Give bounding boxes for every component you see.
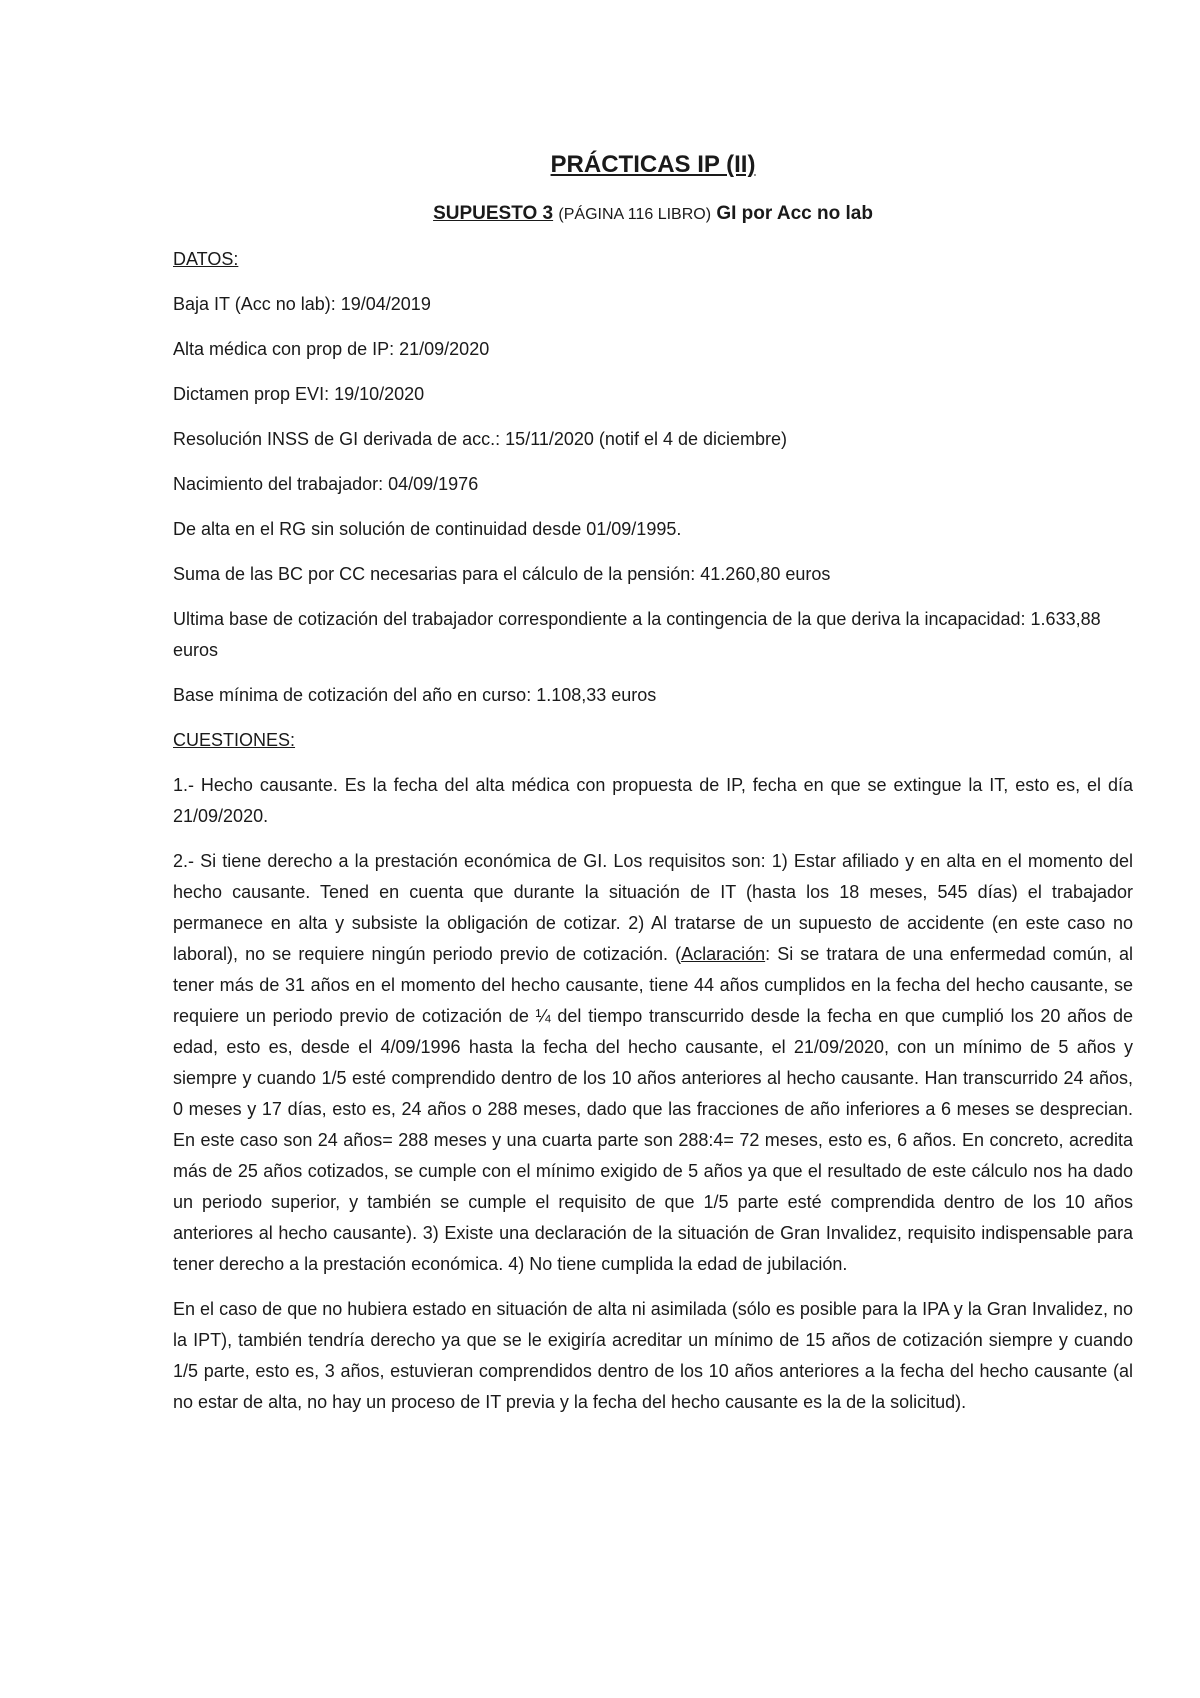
dato-resolucion: Resolución INSS de GI derivada de acc.: 15/11/2020 (notif el 4 de diciembre) bbox=[173, 429, 788, 449]
dato-baja-it: Baja IT (Acc no lab): 19/04/2019 bbox=[173, 294, 431, 314]
cuestiones-heading: CUESTIONES: bbox=[173, 730, 296, 750]
dato-ultima-base: Ultima base de cotización del trabajador correspondiente a la contingencia de la que deriva la incapacidad: 1.633,88 euros bbox=[173, 609, 1101, 660]
case-page-ref: (PÁGINA 116 LIBRO) bbox=[558, 206, 712, 223]
dato-alta-medica: Alta médica con prop de IP: 21/09/2020 bbox=[173, 339, 490, 359]
dato-dictamen: Dictamen prop EVI: 19/10/2020 bbox=[173, 384, 425, 404]
document-content bbox=[173, 148, 1133, 1432]
dato-nacimiento: Nacimiento del trabajador: 04/09/1976 bbox=[173, 474, 479, 494]
dato-base-minima: Base mínima de cotización del año en curso: 1.108,33 euros bbox=[173, 685, 657, 705]
document-title: PRÁCTICAS IP (II) bbox=[550, 151, 756, 178]
dato-alta-rg: De alta en el RG sin solución de continuidad desde 01/09/1995. bbox=[173, 519, 682, 539]
aclaracion-label: Aclaración bbox=[681, 944, 766, 964]
question-2-part1: 2.- Si tiene derecho a la prestación económica de GI. Los requisitos son: 1) Estar afiliado y en alta en el momento del hecho causante. Tened en cuenta que durante la situación de IT (hasta los 18 meses, 545 días) el trabajador permanece en alta y subsiste la obligación de cotizar. 2) Al tratarse de un supuesto de accidente (en este caso no laboral), no se requiere ningún periodo previo de cotización. ( bbox=[173, 851, 1133, 964]
question-2-part2: : Si se tratara de una enfermedad común, al tener más de 31 años en el momento del hecho causante, tiene 44 años cumplidos en la fecha del hecho causante, se requiere un periodo previo de cotización de ¼ del tiempo transcurrido desde la fecha en que cumplió los 20 años de edad, esto es, desde el 4/09/1996 hasta la fecha del hecho causante, el 21/09/2020, con un mínimo de 5 años y siempre y cuando 1/5 esté comprendido dentro de los 10 años anteriores al hecho causante. Han transcurrido 24 años, 0 meses y 17 días, esto es, 24 años o 288 meses, dado que las fracciones de año inferiores a 6 meses se desprecian. En este caso son 24 años= 288 meses y una cuarta parte son 288:4= 72 meses, esto es, 6 años. En concreto, acredita más de 25 años cotizados, se cumple con el mínimo exigido de 5 años ya que el resultado de este cálculo nos ha dado un periodo superior, y también se cumple el requisito de que 1/5 parte esté comprendida dentro de los 10 años anteriores al hecho causante). 3) Existe una declaración de la situación de Gran Invalidez, requisito indispensable para tener derecho a la prestación económica. 4) No tiene cumplida la edad de jubilación. bbox=[173, 944, 1134, 1274]
question-2 bbox=[173, 846, 1133, 1280]
datos-heading: DATOS: bbox=[173, 249, 239, 269]
case-topic: GI por Acc no lab bbox=[716, 203, 873, 224]
case-label: SUPUESTO 3 bbox=[433, 203, 554, 224]
dato-suma-bc: Suma de las BC por CC necesarias para el cálculo de la pensión: 41.260,80 euros bbox=[173, 564, 831, 584]
question-2-extra: En el caso de que no hubiera estado en situación de alta ni asimilada (sólo es posible para la IPA y la Gran Invalidez, no la IPT), también tendría derecho ya que se le exigiría acreditar un mínimo de 15 años de cotización siempre y cuando 1/5 parte, esto es, 3 años, estuvieran comprendidos dentro de los 10 años anteriores a la fecha del hecho causante (al no estar de alta, no hay un proceso de IT previa y la fecha del hecho causante es la de la solicitud). bbox=[173, 1299, 1133, 1412]
case-subtitle bbox=[173, 198, 1133, 230]
question-1: 1.- Hecho causante. Es la fecha del alta médica con propuesta de IP, fecha en que se extingue la IT, esto es, el día 21/09/2020. bbox=[173, 775, 1133, 826]
